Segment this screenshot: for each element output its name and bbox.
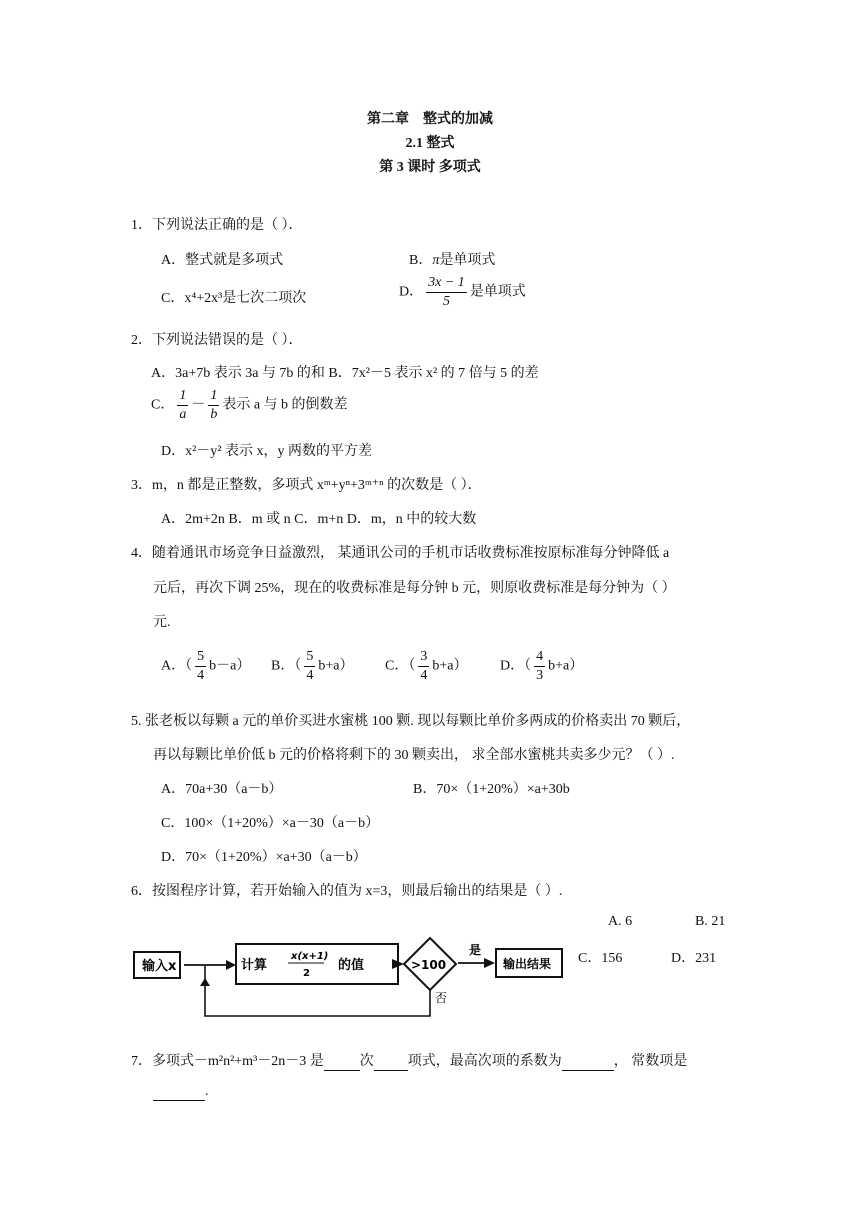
q4-option-b: B．（ $\frac{5}{4}$ b+a） [271,649,354,683]
q5-line2: 再以每颗比单价低 b 元的价格将剩下的 30 颗卖出， 求全部水蜜桃共卖多少元？（ ）. [153,748,675,763]
flow-calc-suffix: 的值 [338,958,365,973]
q7-blank-terms[interactable] [374,1054,408,1071]
q7-line1: 7．多项式－m²n²+m³－2n－3 是 次 项式，最高次项的系数为 ， 常数项是 [131,1054,688,1069]
q4-line2: 元后，再次下调 25%，现在的收费标准是每分钟 b 元，则原收费标准是每分钟为（ ） [153,581,676,596]
q1-option-c: C．x⁴+2x³是七次二项次 [161,291,307,306]
flow-input-label: 输入x [142,959,177,974]
program-flowchart [128,926,578,1022]
q4-option-c: C．（ $\frac{3}{4}$ b+a） [385,649,468,683]
q6-option-b: B. 21 [695,914,726,929]
q6-stem: 6．按图程序计算，若开始输入的值为 x=3，则最后输出的结果是（ ）. [131,884,563,899]
q4-line1: 4．随着通讯市场竞争日益激烈， 某通讯公司的手机市话收费标准按原标准每分钟降低 a [131,546,670,561]
q1-option-a: A．整式就是多项式 [161,253,284,268]
q6-option-a: A. 6 [608,914,633,929]
lesson-title: 第 3 课时 多项式 [379,160,481,175]
arrowhead [200,978,210,986]
flow-no-label: 否 [435,991,448,1005]
flow-yes-label: 是 [469,943,482,957]
q5-option-c: C．100×（1+20%）×a－30（a－b） [161,816,380,831]
q1-d-fraction: $\frac{3x - 1}{5}$ [428,275,465,309]
q5-line1: 5. 张老板以每颗 a 元的单价买进水蜜桃 100 颗. 现以每颗比单价多两成的价格卖出 70 颗后， [131,714,691,729]
q4-line3: 元. [153,615,171,630]
q3-options: A．2m+2n B．m 或 n C．m+n D．m，n 中的较大数 [161,512,477,527]
q3-stem: 3．m，n 都是正整数，多项式 xᵐ+yⁿ+3ᵐ⁺ⁿ 的次数是（ ）． [131,478,482,493]
q1-stem: 1．下列说法正确的是（ ）． [131,218,303,233]
pi-symbol: π [432,253,440,268]
section-title: 2.1 整式 [405,136,455,151]
flow-output-label: 输出结果 [503,957,552,971]
flow-calc-numerator: x(x+1) [291,951,329,962]
flow-calc-denominator: 2 [303,968,310,979]
q5-option-a: A．70a+30（a－b） [161,782,283,797]
q2-stem: 2．下列说法错误的是（ ）． [131,333,303,348]
q2-option-c: C． $\frac{1}{a}$ － $\frac{1}{b}$ 表示 a 与 b 的倒数差 [151,388,348,422]
arrowhead [484,958,495,968]
chapter-title: 第二章 整式的加减 [367,112,493,127]
q1-option-d: D． $\frac{3x - 1}{5}$ 是单项式 [399,275,526,309]
q7-line2: . [153,1084,209,1101]
q4-option-d: D．（ $\frac{4}{3}$ b+a） [500,649,584,683]
q4-option-a: A．（ $\frac{5}{4}$ b－a） [161,649,251,683]
q2-options-ab: A．3a+7b 表示 3a 与 7b 的和 B．7x²－5 表示 x² 的 7 倍与 5 的差 [151,366,539,381]
q1-option-b: B．π是单项式 [409,253,496,268]
q7-blank-constant[interactable] [153,1084,205,1101]
q7-blank-coefficient[interactable] [562,1054,614,1071]
q2-option-d: D．x²－y² 表示 x，y 两数的平方差 [161,444,373,459]
q6-option-c: C．156 [578,951,623,966]
q6-option-d: D．231 [671,951,717,966]
q5-option-d: D．70×（1+20%）×a+30（a－b） [161,850,367,865]
flow-decision-label: >100 [411,958,447,972]
q7-blank-degree[interactable] [324,1054,360,1071]
flow-calc-prefix: 计算 [241,958,268,973]
arrowhead [226,960,236,970]
q5-option-b: B．70×（1+20%）×a+30b [413,782,570,797]
